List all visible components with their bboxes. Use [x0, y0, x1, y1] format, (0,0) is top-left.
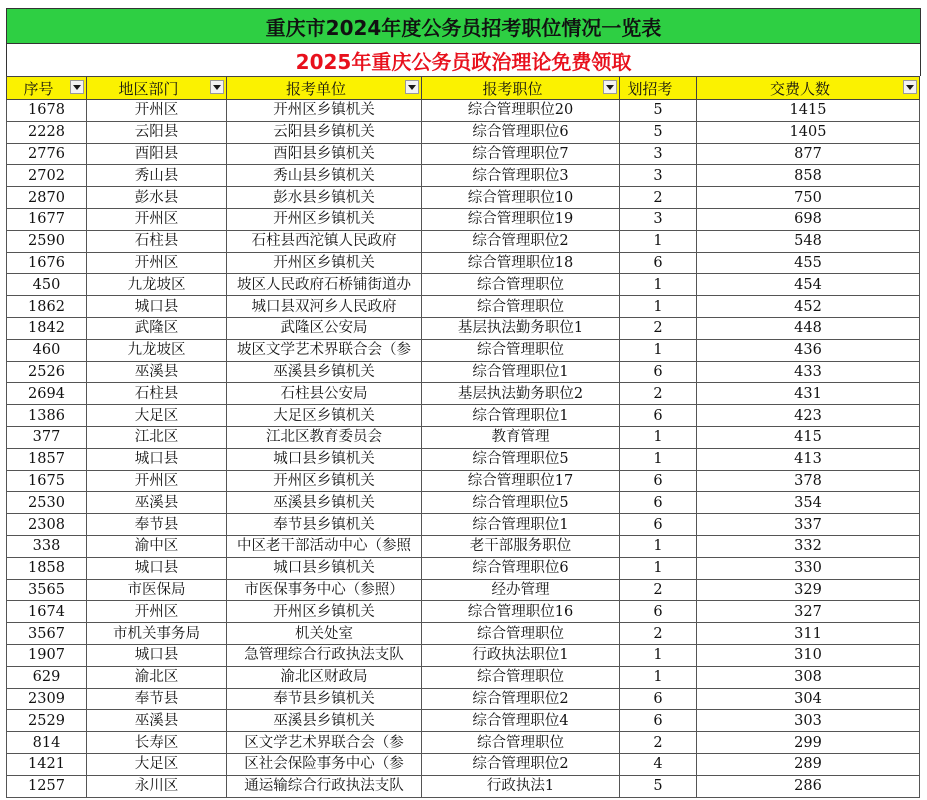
- cell-position[interactable]: 综合管理职位16: [422, 601, 620, 623]
- cell-position[interactable]: 综合管理职位10: [422, 187, 620, 209]
- filter-dropdown-icon[interactable]: [603, 80, 617, 94]
- column-header-label: 报考职位: [482, 79, 543, 98]
- cell-serial[interactable]: 3565: [7, 579, 87, 601]
- cell-serial[interactable]: 2776: [7, 143, 87, 165]
- cell-applicants[interactable]: 423: [697, 405, 920, 427]
- cell-quota[interactable]: 5: [620, 100, 697, 122]
- cell-position[interactable]: 综合管理职位: [422, 339, 620, 361]
- cell-unit[interactable]: 区文学艺术界联合会（参: [227, 732, 422, 754]
- cell-region[interactable]: 云阳县: [87, 121, 227, 143]
- cell-quota[interactable]: 1: [620, 666, 697, 688]
- cell-applicants[interactable]: 452: [697, 296, 920, 318]
- cell-unit[interactable]: 市医保事务中心（参照）: [227, 579, 422, 601]
- cell-quota[interactable]: 1: [620, 296, 697, 318]
- table-row: [7, 252, 920, 274]
- cell-quota[interactable]: 1: [620, 535, 697, 557]
- cell-region[interactable]: 永川区: [87, 775, 227, 797]
- cell-applicants[interactable]: 286: [697, 775, 920, 797]
- cell-position[interactable]: 教育管理: [422, 426, 620, 448]
- cell-quota[interactable]: 6: [620, 514, 697, 536]
- column-header-label: 交费人数: [769, 79, 830, 98]
- cell-region[interactable]: 城口县: [87, 448, 227, 470]
- filter-dropdown-icon[interactable]: [210, 80, 224, 94]
- cell-serial[interactable]: 2530: [7, 492, 87, 514]
- cell-serial[interactable]: 2526: [7, 361, 87, 383]
- cell-applicants[interactable]: 354: [697, 492, 920, 514]
- cell-position[interactable]: 综合管理职位: [422, 274, 620, 296]
- cell-unit[interactable]: 石柱县西沱镇人民政府: [227, 230, 422, 252]
- cell-unit[interactable]: 巫溪县乡镇机关: [227, 492, 422, 514]
- cell-region[interactable]: 巫溪县: [87, 361, 227, 383]
- cell-unit[interactable]: 巫溪县乡镇机关: [227, 361, 422, 383]
- cell-region[interactable]: 巫溪县: [87, 710, 227, 732]
- cell-quota[interactable]: 3: [620, 143, 697, 165]
- column-header-position: [422, 77, 620, 100]
- cell-applicants[interactable]: 454: [697, 274, 920, 296]
- cell-unit[interactable]: 开州区乡镇机关: [227, 601, 422, 623]
- table-row: [7, 514, 920, 536]
- positions-table: [6, 76, 920, 798]
- cell-region[interactable]: 城口县: [87, 644, 227, 666]
- cell-unit[interactable]: 开州区乡镇机关: [227, 208, 422, 230]
- cell-position[interactable]: 综合管理职位18: [422, 252, 620, 274]
- cell-region[interactable]: 市机关事务局: [87, 623, 227, 645]
- cell-applicants[interactable]: 327: [697, 601, 920, 623]
- cell-serial[interactable]: 1386: [7, 405, 87, 427]
- cell-applicants[interactable]: 436: [697, 339, 920, 361]
- cell-quota[interactable]: 1: [620, 274, 697, 296]
- cell-position[interactable]: 经办管理: [422, 579, 620, 601]
- cell-quota[interactable]: 6: [620, 405, 697, 427]
- cell-unit[interactable]: 彭水县乡镇机关: [227, 187, 422, 209]
- table-body: [7, 100, 920, 798]
- cell-position[interactable]: 综合管理职位1: [422, 514, 620, 536]
- cell-unit[interactable]: 坡区人民政府石桥铺街道办: [227, 274, 422, 296]
- cell-region[interactable]: 开州区: [87, 470, 227, 492]
- cell-region[interactable]: 九龙坡区: [87, 274, 227, 296]
- cell-quota[interactable]: 5: [620, 775, 697, 797]
- cell-position[interactable]: 综合管理职位4: [422, 710, 620, 732]
- table-row: [7, 100, 920, 122]
- table-row: [7, 623, 920, 645]
- table-row: [7, 666, 920, 688]
- cell-position[interactable]: 综合管理职位: [422, 666, 620, 688]
- table-row: [7, 775, 920, 797]
- filter-dropdown-icon[interactable]: [405, 80, 419, 94]
- cell-region[interactable]: 江北区: [87, 426, 227, 448]
- cell-unit[interactable]: 机关处室: [227, 623, 422, 645]
- cell-applicants[interactable]: 750: [697, 187, 920, 209]
- cell-quota[interactable]: 6: [620, 688, 697, 710]
- cell-quota[interactable]: 1: [620, 448, 697, 470]
- cell-applicants[interactable]: 1415: [697, 100, 920, 122]
- cell-position[interactable]: 综合管理职位2: [422, 688, 620, 710]
- table-row: [7, 405, 920, 427]
- cell-region[interactable]: 开州区: [87, 208, 227, 230]
- cell-applicants[interactable]: 1405: [697, 121, 920, 143]
- column-header-region: [87, 77, 227, 100]
- cell-serial[interactable]: 1421: [7, 753, 87, 775]
- cell-applicants[interactable]: 415: [697, 426, 920, 448]
- column-header-label: 地区部门: [118, 79, 179, 98]
- cell-position[interactable]: 综合管理职位19: [422, 208, 620, 230]
- table-row: [7, 339, 920, 361]
- column-header-serial: [7, 77, 87, 100]
- cell-quota[interactable]: 1: [620, 644, 697, 666]
- cell-applicants[interactable]: 858: [697, 165, 920, 187]
- cell-region[interactable]: 开州区: [87, 100, 227, 122]
- cell-region[interactable]: 城口县: [87, 296, 227, 318]
- cell-position[interactable]: 行政执法1: [422, 775, 620, 797]
- sheet-subtitle: 2025年重庆公务员政治理论免费领取: [6, 43, 921, 76]
- cell-applicants[interactable]: 303: [697, 710, 920, 732]
- table-row: [7, 492, 920, 514]
- cell-position[interactable]: 综合管理职位6: [422, 557, 620, 579]
- cell-quota[interactable]: 6: [620, 710, 697, 732]
- cell-unit[interactable]: 大足区乡镇机关: [227, 405, 422, 427]
- cell-region[interactable]: 城口县: [87, 557, 227, 579]
- table-row: [7, 710, 920, 732]
- cell-region[interactable]: 奉节县: [87, 688, 227, 710]
- cell-serial[interactable]: 1678: [7, 100, 87, 122]
- table-row: [7, 579, 920, 601]
- table-row: [7, 317, 920, 339]
- cell-applicants[interactable]: 337: [697, 514, 920, 536]
- cell-serial[interactable]: 2529: [7, 710, 87, 732]
- cell-unit[interactable]: 奉节县乡镇机关: [227, 688, 422, 710]
- column-header-label: 划招考: [627, 79, 673, 98]
- table-row: [7, 732, 920, 754]
- cell-serial[interactable]: 450: [7, 274, 87, 296]
- cell-applicants[interactable]: 877: [697, 143, 920, 165]
- cell-position[interactable]: 综合管理职位5: [422, 448, 620, 470]
- cell-quota[interactable]: 2: [620, 187, 697, 209]
- cell-serial[interactable]: 338: [7, 535, 87, 557]
- table-row: [7, 383, 920, 405]
- cell-region[interactable]: 市医保局: [87, 579, 227, 601]
- cell-position[interactable]: 老干部服务职位: [422, 535, 620, 557]
- cell-quota[interactable]: 6: [620, 492, 697, 514]
- cell-serial[interactable]: 1676: [7, 252, 87, 274]
- cell-serial[interactable]: 2308: [7, 514, 87, 536]
- cell-unit[interactable]: 开州区乡镇机关: [227, 100, 422, 122]
- cell-serial[interactable]: 1907: [7, 644, 87, 666]
- cell-quota[interactable]: 1: [620, 230, 697, 252]
- cell-quota[interactable]: 2: [620, 383, 697, 405]
- cell-unit[interactable]: 区社会保险事务中心（参: [227, 753, 422, 775]
- cell-position[interactable]: 综合管理职位: [422, 623, 620, 645]
- table-row: [7, 601, 920, 623]
- cell-region[interactable]: 长寿区: [87, 732, 227, 754]
- cell-applicants[interactable]: 433: [697, 361, 920, 383]
- cell-applicants[interactable]: 378: [697, 470, 920, 492]
- cell-applicants[interactable]: 413: [697, 448, 920, 470]
- cell-quota[interactable]: 6: [620, 470, 697, 492]
- cell-quota[interactable]: 1: [620, 557, 697, 579]
- cell-applicants[interactable]: 299: [697, 732, 920, 754]
- table-row: [7, 165, 920, 187]
- table-row: [7, 535, 920, 557]
- cell-position[interactable]: 基层执法勤务职位1: [422, 317, 620, 339]
- cell-unit[interactable]: 江北区教育委员会: [227, 426, 422, 448]
- table-row: [7, 296, 920, 318]
- cell-position[interactable]: 综合管理职位6: [422, 121, 620, 143]
- column-header-label: 报考单位: [285, 79, 346, 98]
- cell-quota[interactable]: 2: [620, 623, 697, 645]
- cell-unit[interactable]: 云阳县乡镇机关: [227, 121, 422, 143]
- table-row: [7, 187, 920, 209]
- cell-region[interactable]: 酉阳县: [87, 143, 227, 165]
- cell-unit[interactable]: 城口县乡镇机关: [227, 448, 422, 470]
- cell-position[interactable]: 综合管理职位20: [422, 100, 620, 122]
- cell-quota[interactable]: 1: [620, 426, 697, 448]
- cell-position[interactable]: 综合管理职位7: [422, 143, 620, 165]
- table-row: [7, 753, 920, 775]
- cell-applicants[interactable]: 289: [697, 753, 920, 775]
- cell-region[interactable]: 奉节县: [87, 514, 227, 536]
- cell-position[interactable]: 综合管理职位3: [422, 165, 620, 187]
- cell-position[interactable]: 综合管理职位2: [422, 230, 620, 252]
- cell-unit[interactable]: 奉节县乡镇机关: [227, 514, 422, 536]
- table-row: [7, 230, 920, 252]
- cell-unit[interactable]: 开州区乡镇机关: [227, 252, 422, 274]
- cell-region[interactable]: 大足区: [87, 405, 227, 427]
- cell-region[interactable]: 渝中区: [87, 535, 227, 557]
- cell-region[interactable]: 九龙坡区: [87, 339, 227, 361]
- cell-region[interactable]: 石柱县: [87, 383, 227, 405]
- cell-serial[interactable]: 1257: [7, 775, 87, 797]
- table-row: [7, 644, 920, 666]
- cell-serial[interactable]: 814: [7, 732, 87, 754]
- cell-quota[interactable]: 2: [620, 732, 697, 754]
- cell-applicants[interactable]: 310: [697, 644, 920, 666]
- filter-dropdown-icon[interactable]: [70, 80, 84, 94]
- cell-region[interactable]: 开州区: [87, 252, 227, 274]
- table-row: [7, 208, 920, 230]
- table-row: [7, 143, 920, 165]
- cell-applicants[interactable]: 448: [697, 317, 920, 339]
- cell-unit[interactable]: 城口县双河乡人民政府: [227, 296, 422, 318]
- cell-serial[interactable]: 2590: [7, 230, 87, 252]
- table-row: [7, 470, 920, 492]
- cell-position[interactable]: 综合管理职位: [422, 296, 620, 318]
- cell-unit[interactable]: 开州区乡镇机关: [227, 470, 422, 492]
- column-header-label: 序号: [23, 79, 54, 98]
- table-row: [7, 426, 920, 448]
- table-row: [7, 274, 920, 296]
- cell-serial[interactable]: 2309: [7, 688, 87, 710]
- cell-quota[interactable]: 1: [620, 339, 697, 361]
- cell-serial[interactable]: 1857: [7, 448, 87, 470]
- cell-applicants[interactable]: 548: [697, 230, 920, 252]
- cell-unit[interactable]: 坡区文学艺术界联合会（参: [227, 339, 422, 361]
- table-row: [7, 448, 920, 470]
- cell-serial[interactable]: 460: [7, 339, 87, 361]
- cell-position[interactable]: 综合管理职位5: [422, 492, 620, 514]
- cell-unit[interactable]: 城口县乡镇机关: [227, 557, 422, 579]
- cell-quota[interactable]: 5: [620, 121, 697, 143]
- cell-unit[interactable]: 急管理综合行政执法支队: [227, 644, 422, 666]
- filter-dropdown-icon[interactable]: [903, 80, 917, 94]
- cell-region[interactable]: 开州区: [87, 601, 227, 623]
- cell-quota[interactable]: 6: [620, 252, 697, 274]
- cell-position[interactable]: 综合管理职位: [422, 732, 620, 754]
- cell-unit[interactable]: 石柱县公安局: [227, 383, 422, 405]
- table-row: [7, 557, 920, 579]
- cell-serial[interactable]: 2702: [7, 165, 87, 187]
- cell-serial[interactable]: 1677: [7, 208, 87, 230]
- header-row: [7, 77, 920, 100]
- cell-serial[interactable]: 1842: [7, 317, 87, 339]
- cell-position[interactable]: 综合管理职位17: [422, 470, 620, 492]
- cell-region[interactable]: 石柱县: [87, 230, 227, 252]
- table-row: [7, 688, 920, 710]
- cell-serial[interactable]: 1675: [7, 470, 87, 492]
- cell-applicants[interactable]: 698: [697, 208, 920, 230]
- cell-quota[interactable]: 3: [620, 165, 697, 187]
- cell-region[interactable]: 渝北区: [87, 666, 227, 688]
- cell-quota[interactable]: 2: [620, 579, 697, 601]
- cell-quota[interactable]: 6: [620, 601, 697, 623]
- cell-applicants[interactable]: 455: [697, 252, 920, 274]
- cell-serial[interactable]: 1674: [7, 601, 87, 623]
- cell-position[interactable]: 综合管理职位1: [422, 405, 620, 427]
- cell-serial[interactable]: 2228: [7, 121, 87, 143]
- cell-quota[interactable]: 2: [620, 317, 697, 339]
- cell-quota[interactable]: 6: [620, 361, 697, 383]
- cell-region[interactable]: 巫溪县: [87, 492, 227, 514]
- cell-serial[interactable]: 377: [7, 426, 87, 448]
- cell-applicants[interactable]: 329: [697, 579, 920, 601]
- cell-serial[interactable]: 1858: [7, 557, 87, 579]
- cell-serial[interactable]: 629: [7, 666, 87, 688]
- cell-region[interactable]: 秀山县: [87, 165, 227, 187]
- cell-position[interactable]: 综合管理职位2: [422, 753, 620, 775]
- table-row: [7, 121, 920, 143]
- cell-applicants[interactable]: 330: [697, 557, 920, 579]
- cell-region[interactable]: 彭水县: [87, 187, 227, 209]
- cell-region[interactable]: 大足区: [87, 753, 227, 775]
- cell-unit[interactable]: 渝北区财政局: [227, 666, 422, 688]
- table-row: [7, 361, 920, 383]
- column-header-applicants: [697, 77, 920, 100]
- cell-position[interactable]: 综合管理职位1: [422, 361, 620, 383]
- cell-unit[interactable]: 巫溪县乡镇机关: [227, 710, 422, 732]
- cell-position[interactable]: 行政执法职位1: [422, 644, 620, 666]
- cell-unit[interactable]: 武隆区公安局: [227, 317, 422, 339]
- cell-region[interactable]: 武隆区: [87, 317, 227, 339]
- column-header-quota: [620, 77, 697, 100]
- cell-unit[interactable]: 秀山县乡镇机关: [227, 165, 422, 187]
- cell-applicants[interactable]: 308: [697, 666, 920, 688]
- cell-unit[interactable]: 中区老干部活动中心（参照: [227, 535, 422, 557]
- cell-applicants[interactable]: 431: [697, 383, 920, 405]
- cell-serial[interactable]: 2694: [7, 383, 87, 405]
- cell-applicants[interactable]: 304: [697, 688, 920, 710]
- cell-applicants[interactable]: 311: [697, 623, 920, 645]
- cell-serial[interactable]: 3567: [7, 623, 87, 645]
- cell-serial[interactable]: 2870: [7, 187, 87, 209]
- cell-quota[interactable]: 4: [620, 753, 697, 775]
- cell-serial[interactable]: 1862: [7, 296, 87, 318]
- cell-unit[interactable]: 通运输综合行政执法支队: [227, 775, 422, 797]
- cell-position[interactable]: 基层执法勤务职位2: [422, 383, 620, 405]
- cell-quota[interactable]: 3: [620, 208, 697, 230]
- cell-applicants[interactable]: 332: [697, 535, 920, 557]
- sheet-title: 重庆市2024年度公务员招考职位情况一览表: [6, 8, 921, 43]
- cell-unit[interactable]: 酉阳县乡镇机关: [227, 143, 422, 165]
- column-header-unit: [227, 77, 422, 100]
